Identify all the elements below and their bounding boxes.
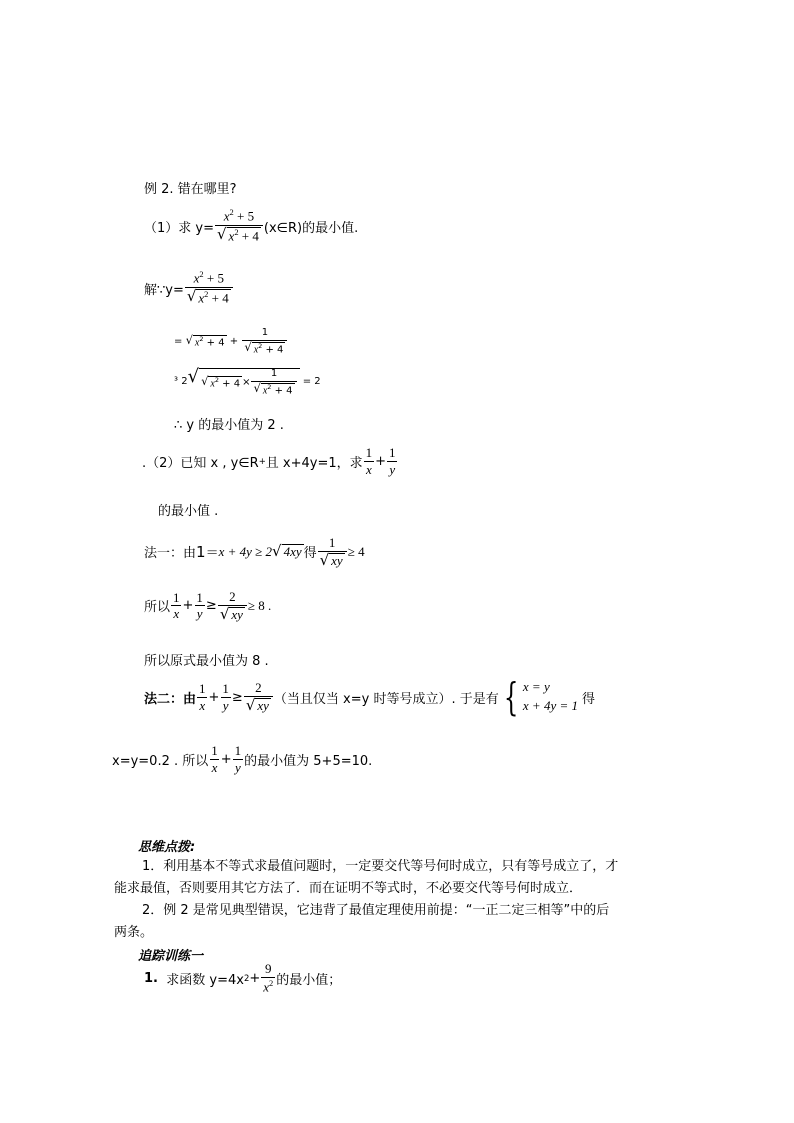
brace-symbol: { [503,675,519,719]
part2-tail: 的最小值 . [158,504,219,519]
tips-heading: 思维点拨: [138,840,196,855]
solution-step1: = √ $x^2 + 4$ + 1 √ $x^2 + 4$ [174,328,288,355]
solution-conclusion: ∴ y 的最小值为 2 . [174,418,284,433]
method2-line: 法二：由 $\frac{1}{x}$ + $\frac{1}{y}$ ≥ 2 √ xy （当且仅当 x=y 时等号成立）. 于是有 { x = y x + 4y = 1 得 [144,675,596,719]
part2-question: .（2）已知 x , y∈R + 且 x+4y=1，求 $\frac{1}{x}$ + $\frac{1}{y}$ [142,445,396,477]
solution-fraction: $x^2 + 5$ √ $x^2 + 4$ [185,270,233,307]
part1-question [144,208,358,245]
training-item-1: 1. 求函数 y=4x 2 + $\frac{9}{x^2}$ 的最小值； [144,961,342,994]
tips-item-1: 1．利用基本不等式求最值问题时，一定要交代等号何时成立，只有等号成立了，才 [142,859,619,874]
training-heading: 追踪训练一 [138,949,204,964]
part1-suffix: (x∈R)的最小值. [263,220,359,236]
part1-fraction: $x^2 + 5$ √ $x^2 + 4$ [215,208,263,245]
tips-item-1-cont: 能求最值，否则要用其它方法了．而在证明不等式时，不必要交代等号何时成立． [114,881,583,896]
solution-step2: ³ 2 √ √ $x^2 + 4$ × 1 √ $x^2 + 4$ = 2 [174,366,321,396]
part1-prefix: （1）求 y= [144,220,214,236]
method1-result: 所以原式最小值为 8 . [144,654,269,669]
method1-line: 法一：由 1 ＝ x + 4y ≥ 2 √ 4xy 得 1 √ xy ≥ 4 [144,535,365,569]
equation-system: { x = y x + 4y = 1 [503,675,578,719]
sqrt-symbol: √ $x^2 + 4$ [217,224,259,244]
method1-so-line: 所以 $\frac{1}{x}$ + $\frac{1}{y}$ ≥ 2 √ xy ≥ 8 . [144,589,272,623]
tips-item-2-cont: 两条。 [114,925,154,940]
solution-lead: 解∵y= [144,282,184,298]
example-title: 例 2. 错在哪里? [144,182,237,197]
solution-line [144,270,234,307]
method2-continuation: x=y=0.2 . 所以 $\frac{1}{x}$ + $\frac{1}{y}$ 的最小值为 5+5=10. [112,743,373,775]
tips-item-2: 2．例 2 是常见典型错误，它违背了最值定理使用前提：“一正二定三相等”中的后 [142,903,610,918]
